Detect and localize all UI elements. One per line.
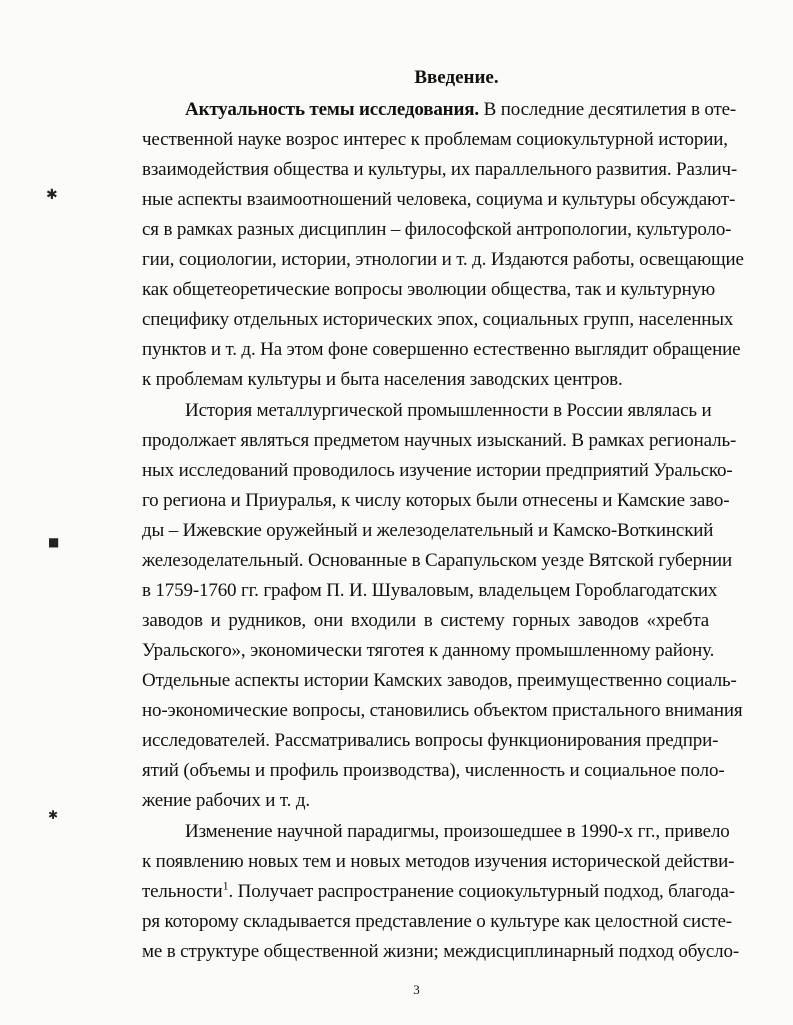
text-line-6: гии, социологии, истории, этнологии и т. д. Издаются работы, освещающие <box>142 249 744 270</box>
text-line-12: продолжает являться предметом научных изысканий. В рамках региональ- <box>142 430 737 451</box>
text-line-19: Уральского», экономически тяготея к данному промышленному району. <box>142 640 715 661</box>
lead-bold-phrase: Актуальность темы исследования. <box>185 99 480 120</box>
text-line-1 <box>142 95 737 125</box>
text-line-27 <box>142 877 735 907</box>
scan-speck-mark: ■ <box>48 535 60 549</box>
text-line-28: ря которому складывается представление о культуре как целостной систе- <box>142 911 732 932</box>
text-line-11: История металлургической промышленности в России являлась и <box>185 400 712 421</box>
text-line-1-rest: В последние десятилетия в оте- <box>479 99 737 120</box>
text-line-8: специфику отдельных исторических эпох, социальных групп, населенных <box>142 309 734 330</box>
text-line-16: железоделательный. Основанные в Сарапульском уезде Вятской губернии <box>142 550 733 571</box>
text-line-18: заводов и рудников, они входили в систему горных заводов «хребта <box>142 610 709 631</box>
text-line-23: ятий (объемы и профиль производства), численность и социальное поло- <box>142 760 725 781</box>
text-line-2: чественной науке возрос интерес к проблемам социокультурной истории, <box>142 129 728 150</box>
text-line-7: как общетеоретические вопросы эволюции общества, так и культурную <box>142 279 715 300</box>
page-number: 3 <box>413 982 420 997</box>
text-line-4: ные аспекты взаимоотношений человека, социума и культуры обсуждают- <box>142 189 736 210</box>
text-line-20: Отдельные аспекты истории Камских заводов, преимущественно социаль- <box>142 670 737 691</box>
text-line-10: к проблемам культуры и быта населения заводских центров. <box>142 369 623 390</box>
section-heading: Введение. <box>414 67 499 88</box>
text-line-15: ды – Ижевские оружейный и железоделательный и Камско-Воткинский <box>142 520 714 541</box>
text-line-27-start: тельности <box>142 881 223 902</box>
text-line-25: Изменение научной парадигмы, произошедшее в 1990-х гг., привело <box>185 821 730 842</box>
text-line-9: пунктов и т. д. На этом фоне совершенно естественно выглядит обращение <box>142 339 741 360</box>
text-line-13: ных исследований проводилось изучение истории предприятий Уральско- <box>142 460 733 481</box>
text-line-14: го региона и Приуралья, к числу которых были отнесены и Камские заво- <box>142 490 730 511</box>
scan-speck-mark: ✱ <box>46 187 58 203</box>
text-line-26: к появлению новых тем и новых методов изучения исторической действи- <box>142 851 735 872</box>
text-line-24: жение рабочих и т. д. <box>142 790 310 811</box>
scan-speck-mark: ✱ <box>48 808 59 822</box>
text-line-22: исследователей. Рассматривались вопросы функционирования предпри- <box>142 730 719 751</box>
text-line-21: но-экономические вопросы, становились объектом пристального внимания <box>142 700 743 721</box>
text-line-3: взаимодействия общества и культуры, их параллельного развития. Различ- <box>142 159 738 180</box>
text-line-29: ме в структуре общественной жизни; междисциплинарный подход обусло- <box>142 941 740 962</box>
text-line-17: в 1759-1760 гг. графом П. И. Шуваловым, владельцем Гороблагодатских <box>142 580 718 601</box>
text-line-5: ся в рамках разных дисциплин – философской антропологии, культуроло- <box>142 219 732 240</box>
footnote-mark: 1 <box>222 878 229 893</box>
text-line-27-tail: . Получает распространение социокультурный подход, благода- <box>228 881 735 902</box>
